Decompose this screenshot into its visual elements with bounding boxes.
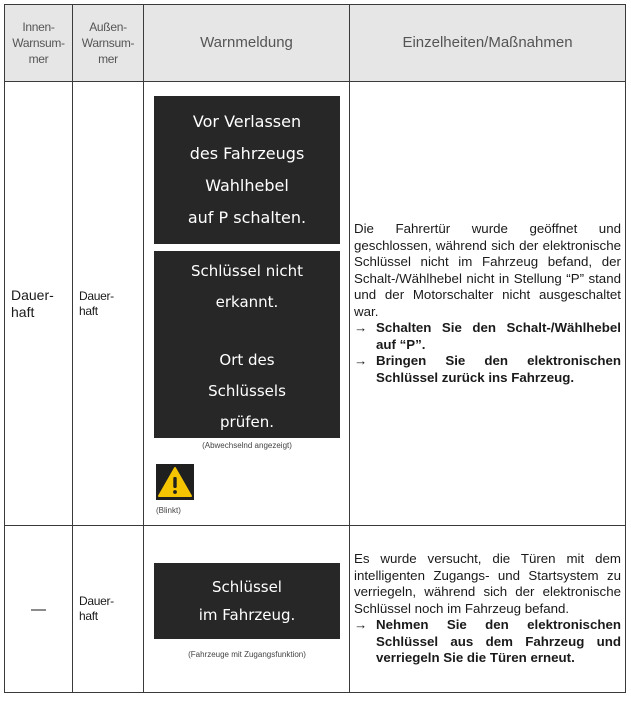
row1-detail-text: Die Fahrertür wurde geöffnet und geschlossen, während sich der elektronische Schlüssel nicht im Fahrzeug befand, der Schalt-/Wählhebel nicht in Stellung “P” stand und der Motorschalter nicht ausgeschaltet war. bbox=[354, 221, 621, 319]
row2-aussen-line-1: Dauer- bbox=[79, 594, 114, 608]
header-warnmeldung-label: Warnmeldung bbox=[200, 34, 293, 51]
screen3-line-2: im Fahrzeug. bbox=[198, 606, 296, 624]
row1-innen-line-1: Dauer- bbox=[11, 286, 54, 303]
screen1-line-1: Vor Verlassen bbox=[192, 112, 302, 131]
screen1-line-2: des Fahrzeugs bbox=[189, 144, 305, 163]
screen2-line-4: Schlüssels bbox=[208, 382, 286, 400]
screen2-line-5: prüfen. bbox=[220, 413, 274, 431]
header-innen-line-3: mer bbox=[28, 52, 49, 66]
row1-aussen-line-1: Dauer- bbox=[79, 288, 114, 303]
warning-triangle-icon bbox=[156, 464, 194, 500]
row1-aussen-line-2: haft bbox=[79, 303, 98, 318]
header-einzelheiten-label: Einzelheiten/Maßnahmen bbox=[402, 34, 573, 51]
header-aussen-line-3: mer bbox=[98, 52, 118, 66]
caption-alternating: (Abwechselnd angezeigt) bbox=[202, 441, 292, 450]
row2-innen bbox=[5, 526, 73, 693]
display-screen-key-in-vehicle bbox=[154, 563, 340, 639]
screen2-line-2: erkannt. bbox=[215, 293, 279, 311]
arrow-icon: → bbox=[354, 617, 368, 633]
table-row bbox=[5, 82, 626, 526]
row2-aussen bbox=[73, 526, 144, 693]
header-aussen-line-1: Außen- bbox=[89, 20, 127, 34]
screen2-line-3: Ort des bbox=[219, 351, 275, 369]
header-innen-line-2: Warnsum- bbox=[12, 36, 65, 50]
row1-action-1 bbox=[354, 320, 621, 353]
table-row bbox=[5, 526, 626, 693]
screen1-line-4: auf P schalten. bbox=[187, 208, 307, 227]
row2-warnmeldung bbox=[144, 526, 350, 693]
row2-details bbox=[350, 526, 626, 693]
row1-action-1-text: Schalten Sie den Schalt-/Wählhebel auf “P”. bbox=[376, 320, 621, 352]
row2-action-1 bbox=[354, 617, 621, 667]
row1-details bbox=[350, 82, 626, 526]
row1-warnmeldung bbox=[144, 82, 350, 526]
table-header bbox=[5, 5, 626, 82]
display-screen-shift-to-p bbox=[154, 96, 340, 244]
arrow-icon: → bbox=[354, 320, 368, 335]
screen2-line-1: Schlüssel nicht bbox=[190, 262, 304, 280]
row2-detail-text: Es wurde versucht, die Türen mit dem intelligenten Zugangs- und Startsystem zu verriegeln, während sich der elektronische Schlüssel noch im Fahrzeug befand. bbox=[354, 551, 621, 616]
row1-action-2 bbox=[354, 353, 621, 386]
arrow-icon: → bbox=[354, 353, 368, 368]
row2-innen-dash: — bbox=[31, 600, 46, 618]
row2-aussen-line-2: haft bbox=[79, 609, 98, 623]
header-innen bbox=[5, 5, 73, 82]
row1-innen-line-2: haft bbox=[11, 303, 35, 320]
header-aussen bbox=[73, 5, 144, 82]
header-innen-line-1: Innen- bbox=[22, 20, 55, 34]
screen1-line-3: Wahlhebel bbox=[205, 176, 289, 195]
header-warnmeldung bbox=[144, 5, 350, 82]
display-screen-key-not-detected bbox=[154, 251, 340, 438]
warning-table bbox=[4, 4, 626, 693]
header-aussen-line-2: Warnsum- bbox=[81, 36, 135, 50]
row1-innen bbox=[5, 82, 73, 526]
row1-aussen bbox=[73, 82, 144, 526]
screen3-line-1: Schlüssel bbox=[212, 578, 282, 596]
caption-blinking: (Blinkt) bbox=[156, 506, 181, 515]
row2-action-1-text: Nehmen Sie den elektronischen Schlüssel aus dem Fahrzeug und verriegeln Sie die Türen erneut. bbox=[376, 617, 621, 666]
header-einzelheiten bbox=[350, 5, 626, 82]
caption-entry-function: (Fahrzeuge mit Zugangsfunktion) bbox=[188, 650, 306, 659]
row1-action-2-text: Bringen Sie den elektronischen Schlüssel zurück ins Fahrzeug. bbox=[376, 353, 621, 385]
